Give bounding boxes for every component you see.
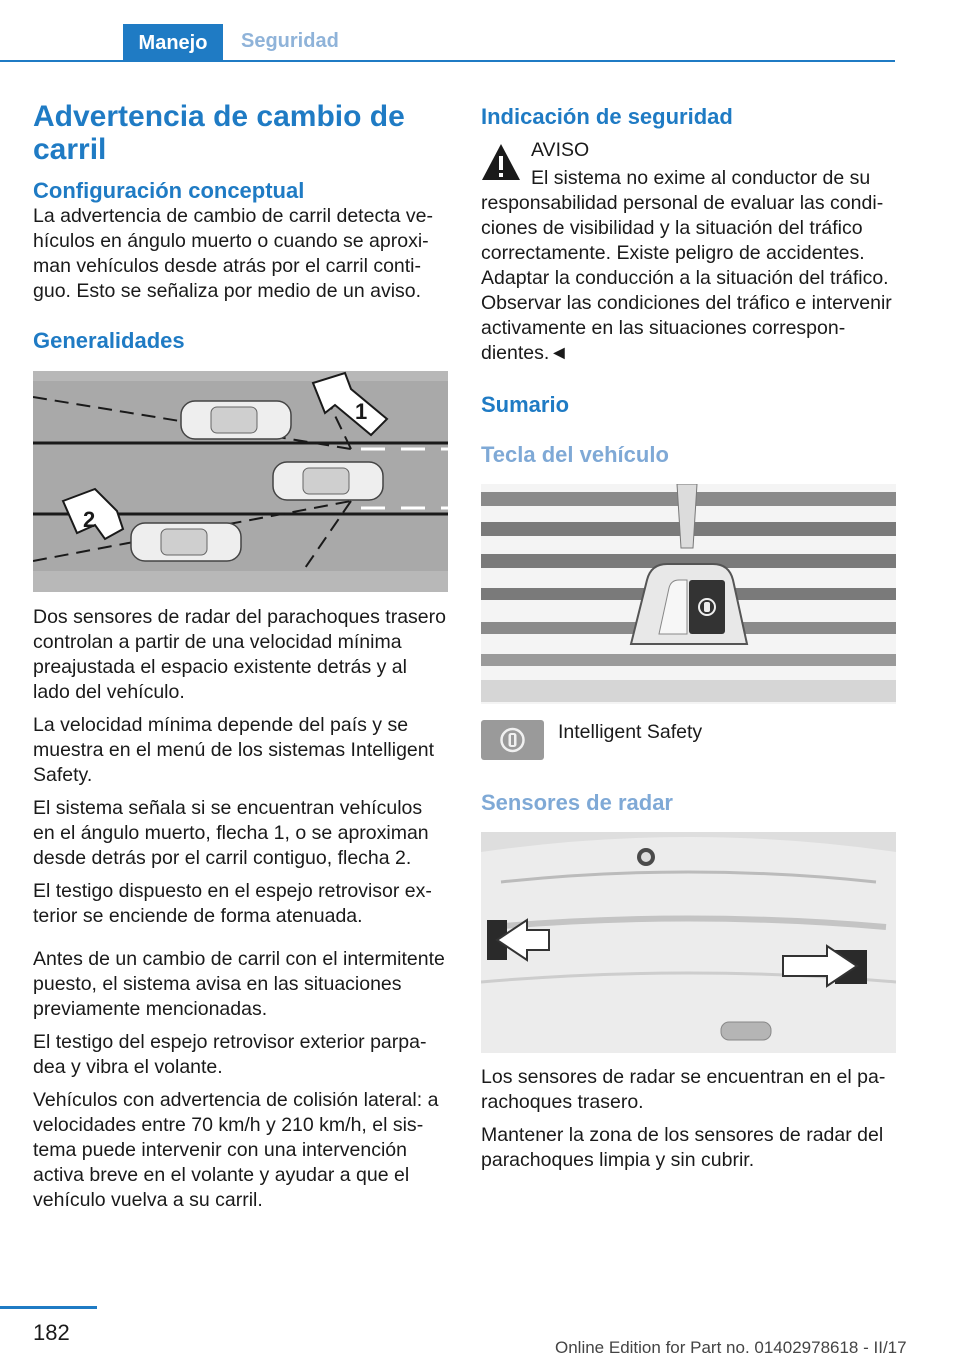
paragraph: Dos sensores de radar del parachoques trasero controlan a partir de una velocidad mínima preajustada el espacio existente detrás y al lado del vehículo.: [33, 606, 446, 703]
heading-generalidades: Generalidades: [33, 328, 185, 353]
generalidades-body: [33, 605, 448, 1213]
footer-rule: [0, 1306, 97, 1309]
page-number: 182: [33, 1320, 70, 1345]
paragraph: Los sensores de radar se encuentran en el parachoques trasero.: [481, 1066, 886, 1113]
heading-indicacion-seguridad: Indicación de seguridad: [481, 104, 733, 129]
page-title: Advertencia de cambio de carril: [33, 100, 405, 166]
arrow-2-label: 2: [83, 507, 96, 532]
intelligent-safety-button-icon: [481, 720, 544, 760]
car-middle: [273, 462, 383, 500]
radar-sensors-photo: [481, 832, 896, 1053]
right-column: [481, 104, 896, 1181]
paragraph: Vehículos con advertencia de colisión lateral: a velocidades entre 70 km/h y 210 km/h, el sistema puede intervenir con una intervención activa breve en el volante y ayudar a que el vehículo vuelva a su carril.: [33, 1089, 439, 1211]
paragraph: El testigo del espejo retrovisor exterior parpadea y vibra el volante.: [33, 1031, 427, 1078]
heading-tecla-vehiculo: Tecla del vehículo: [481, 442, 669, 467]
car-top: [181, 401, 291, 439]
tab-manejo[interactable]: Manejo: [123, 24, 223, 62]
edition-note: Online Edition for Part no. 01402978618 - II/17: [555, 1338, 907, 1357]
paragraph: Mantener la zona de los sensores de radar del parachoques limpia y sin cubrir.: [481, 1124, 884, 1171]
paragraph: El testigo dispuesto en el espejo retrovisor exterior se enciende de forma atenuada.: [33, 880, 432, 927]
configuracion-text: La advertencia de cambio de carril detecta vehículos en ángulo muerto o cuando se aproximan vehículos desde atrás por el carril contiguo. Esto se señaliza por medio de un aviso.: [33, 205, 433, 302]
heading-configuracion: Configuración conceptual: [33, 178, 305, 203]
intelligent-safety-label: Intelligent Safety: [558, 720, 703, 743]
warning-text: El sistema no exime al conductor de su responsabilidad personal de evaluar las condiciones de visibilidad y la situación del tráfico correctamente. Existe peligro de accidentes. Adaptar la conducción a la situación del tráfico. Observar las condiciones del tráfico e intervenir activamente en las situaciones correspondientes.◄: [481, 167, 892, 364]
car-bottom: [131, 523, 241, 561]
heading-sumario: Sumario: [481, 392, 570, 417]
vehicle-button-photo: [481, 484, 896, 704]
tab-seguridad[interactable]: Seguridad: [241, 30, 339, 52]
heading-sensores-radar: Sensores de radar: [481, 790, 673, 815]
radar-body: [481, 1065, 896, 1173]
arrow-1-label: 1: [355, 399, 368, 424]
paragraph: El sistema señala si se encuentran vehículos en el ángulo muerto, flecha 1, o se aproximan desde detrás por el carril contiguo, flecha 2.: [33, 797, 429, 869]
paragraph: Antes de un cambio de carril con el intermitente puesto, el sistema avisa en las situaciones previamente mencionadas.: [33, 948, 445, 1020]
lane-diagram: [33, 371, 448, 592]
left-column: [33, 100, 448, 1221]
warning-triangle-icon: [481, 142, 521, 182]
warning-title: AVISO: [531, 139, 590, 161]
paragraph: La velocidad mínima depende del país y se muestra en el menú de los sistemas Intelligent Safety.: [33, 714, 435, 786]
intelligent-safety-row: [481, 720, 896, 760]
